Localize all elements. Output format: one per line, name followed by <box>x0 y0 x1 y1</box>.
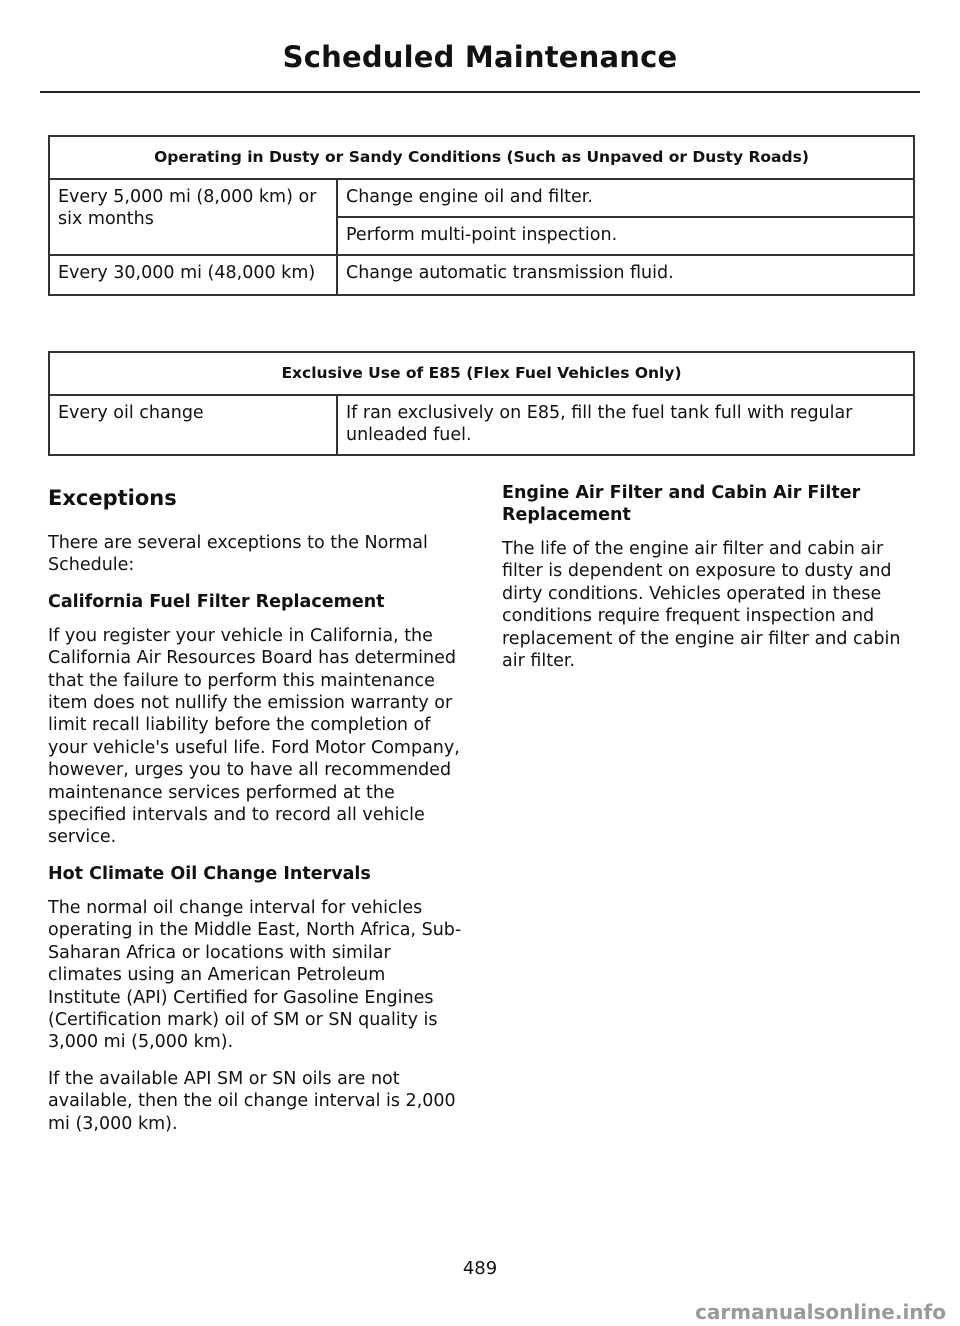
interval-cell: Every 30,000 mi (48,000 km) <box>49 255 337 295</box>
action-cell: Change engine oil and filter. <box>337 179 914 217</box>
page-title: Scheduled Maintenance <box>282 40 678 74</box>
action-cell: If ran exclusively on E85, fill the fuel tank full with regular unleaded fuel. <box>337 395 914 455</box>
table-heading: Operating in Dusty or Sandy Conditions (Such as Unpaved or Dusty Roads) <box>49 136 914 179</box>
hot-climate-body-2: If the available API SM or SN oils are not available, then the oil change interval is 2,000 mi (3,000 km). <box>48 1068 456 1134</box>
interval-cell: Every 5,000 mi (8,000 km) or six months <box>49 179 337 255</box>
watermark: carmanualsonline.info <box>695 1300 946 1324</box>
hot-climate-heading: Hot Climate Oil Change Intervals <box>48 863 371 884</box>
hot-climate-body: The normal oil change interval for vehicles operating in the Middle East, North Africa, Sub-Saharan Africa or locations with similar climates using an American Petroleum Institute (API) Certified for Gasoline Engines (Certification mark) oil of SM or SN quality is 3,000 mi (5,000 km). <box>48 897 462 1053</box>
air-filter-heading: Engine Air Filter and Cabin Air Filter Replacement <box>502 483 861 525</box>
table-row <box>49 179 914 217</box>
right-column <box>502 478 916 686</box>
exceptions-intro: There are several exceptions to the Normal Schedule: <box>48 533 428 576</box>
left-column <box>48 478 462 1149</box>
action-cell: Perform multi-point inspection. <box>337 217 914 255</box>
table-row <box>49 255 914 295</box>
table-heading: Exclusive Use of E85 (Flex Fuel Vehicles Only) <box>49 352 914 395</box>
exceptions-heading: Exceptions <box>48 486 177 510</box>
california-heading: California Fuel Filter Replacement <box>48 591 385 612</box>
e85-table <box>48 351 915 456</box>
header-divider <box>40 91 920 93</box>
table-row <box>49 395 914 455</box>
action-cell: Change automatic transmission fluid. <box>337 255 914 295</box>
dusty-conditions-table <box>48 135 915 296</box>
page-number: 489 <box>462 1258 498 1279</box>
air-filter-body: The life of the engine air filter and cabin air filter is dependent on exposure to dusty and dirty conditions. Vehicles operated in these conditions require frequent inspection and replacement of the engine air filter and cabin air filter. <box>502 539 901 672</box>
interval-cell: Every oil change <box>49 395 337 455</box>
california-body: If you register your vehicle in California, the California Air Resources Board has determined that the failure to perform this maintenance item does not nullify the emission warranty or limit recall liability before the completion of your vehicle's useful life. Ford Motor Company, however, urges you to have all recommended maintenance services performed at the specified intervals and to record all vehicle service. <box>48 625 460 848</box>
